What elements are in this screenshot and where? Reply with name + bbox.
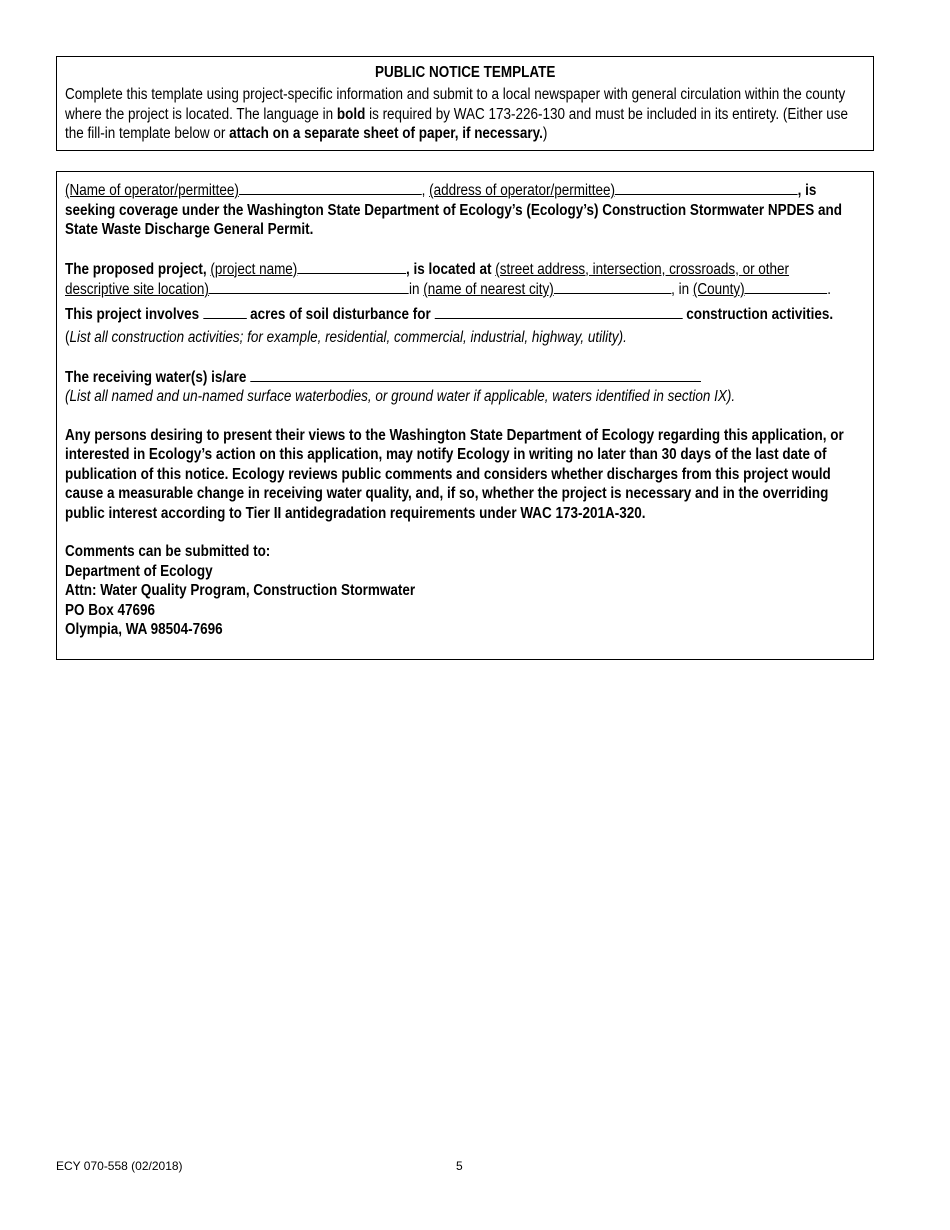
project-location-line-1 (65, 259, 861, 280)
template-title: PUBLIC NOTICE TEMPLATE (375, 64, 556, 81)
involves-label: This project involves (65, 305, 200, 323)
site-location-blank[interactable] (209, 279, 409, 294)
form-id: ECY 070-558 (02/2018) (56, 1159, 183, 1173)
receiving-water-note: (List all named and un-named surface waterbodies, or ground water if applicable, waters identified in section IX). (65, 388, 736, 405)
coverage-statement: seeking coverage under the Washington State Department of Ecology’s (Ecology’s) Construction Stormwater NPDES and State Waste Discharge General Permit. (65, 201, 843, 238)
instructions-box (56, 56, 874, 151)
receiving-water-line (65, 367, 861, 388)
address-line: Department of Ecology (65, 562, 213, 580)
project-location-line-2 (65, 279, 861, 300)
comma-1: , (421, 182, 426, 199)
operator-name-blank[interactable] (239, 180, 422, 195)
address-line: Olympia, WA 98504-7696 (65, 621, 223, 638)
address-line: Comments can be submitted to: (65, 543, 271, 560)
comments-address (65, 542, 861, 640)
project-name-field[interactable]: (project name) (210, 260, 298, 278)
located-at-label: , is located at (406, 260, 492, 278)
period: . (827, 281, 832, 298)
county-field[interactable]: (County) (692, 281, 745, 298)
intro-text-b: is required by WAC 173-226-130 and must be included in its entirety. (Either use the fill-in template below or (65, 105, 849, 142)
template-instructions (65, 85, 861, 144)
in-word: in (409, 281, 420, 298)
nearest-city-blank[interactable] (554, 279, 671, 294)
proposed-project-label: The proposed project, (65, 260, 207, 278)
activities-note (65, 328, 861, 348)
public-views-paragraph: Any persons desiring to present their views to the Washington State Department of Ecology regarding this application, or interested in Ecology’s action on this application, may notify Ecology in writing no later than 30 days of the last date of publication of this notice. Ecology reviews public comments and considers whether discharges from this project would cause a measurable change in receiving water quality, and, if so, whether the project is necessary and in the overriding public interest according to Tier II antidegradation requirements under WAC 173-201A-320. (65, 426, 844, 522)
receiving-water-blank[interactable] (250, 367, 701, 382)
operator-name-field[interactable]: (Name of operator/permittee) (65, 182, 239, 199)
operator-line (65, 180, 861, 201)
nearest-city-field[interactable]: (name of nearest city) (423, 281, 554, 298)
street-address-field[interactable]: (street address, intersection, crossroads, or other (495, 260, 790, 278)
page-number: 5 (456, 1159, 463, 1173)
receiving-water-label: The receiving water(s) is/are (65, 368, 247, 386)
project-name-blank[interactable] (297, 259, 406, 274)
address-line: PO Box 47696 (65, 601, 155, 619)
site-location-field[interactable]: descriptive site location) (65, 281, 209, 298)
acres-label: acres of soil disturbance for (250, 305, 431, 323)
activity-type-blank[interactable] (435, 304, 683, 319)
in-comma: , in (671, 281, 690, 298)
operator-address-blank[interactable] (615, 180, 798, 195)
intro-text-c: ) (542, 125, 548, 142)
intro-bold-word: bold (336, 105, 366, 123)
operator-address-field[interactable]: (address of operator/permittee) (429, 182, 615, 199)
intro-bold-phrase: attach on a separate sheet of paper, if necessary. (229, 125, 543, 142)
acres-blank[interactable] (203, 304, 247, 319)
notice-box (56, 171, 874, 660)
is-label: , is (797, 182, 817, 199)
activities-note-text: List all construction activities; for example, residential, commercial, industrial, highway, utility). (69, 329, 627, 346)
intro-text-a: Complete this template using project-specific information and submit to a local newspaper with general circulation within the county where the project is located. The language in (65, 86, 846, 123)
county-blank[interactable] (745, 279, 828, 294)
construction-label: construction activities. (686, 305, 834, 323)
address-line: Attn: Water Quality Program, Construction Stormwater (65, 582, 416, 599)
paren-open: ( (65, 329, 70, 346)
involves-line (65, 304, 861, 325)
